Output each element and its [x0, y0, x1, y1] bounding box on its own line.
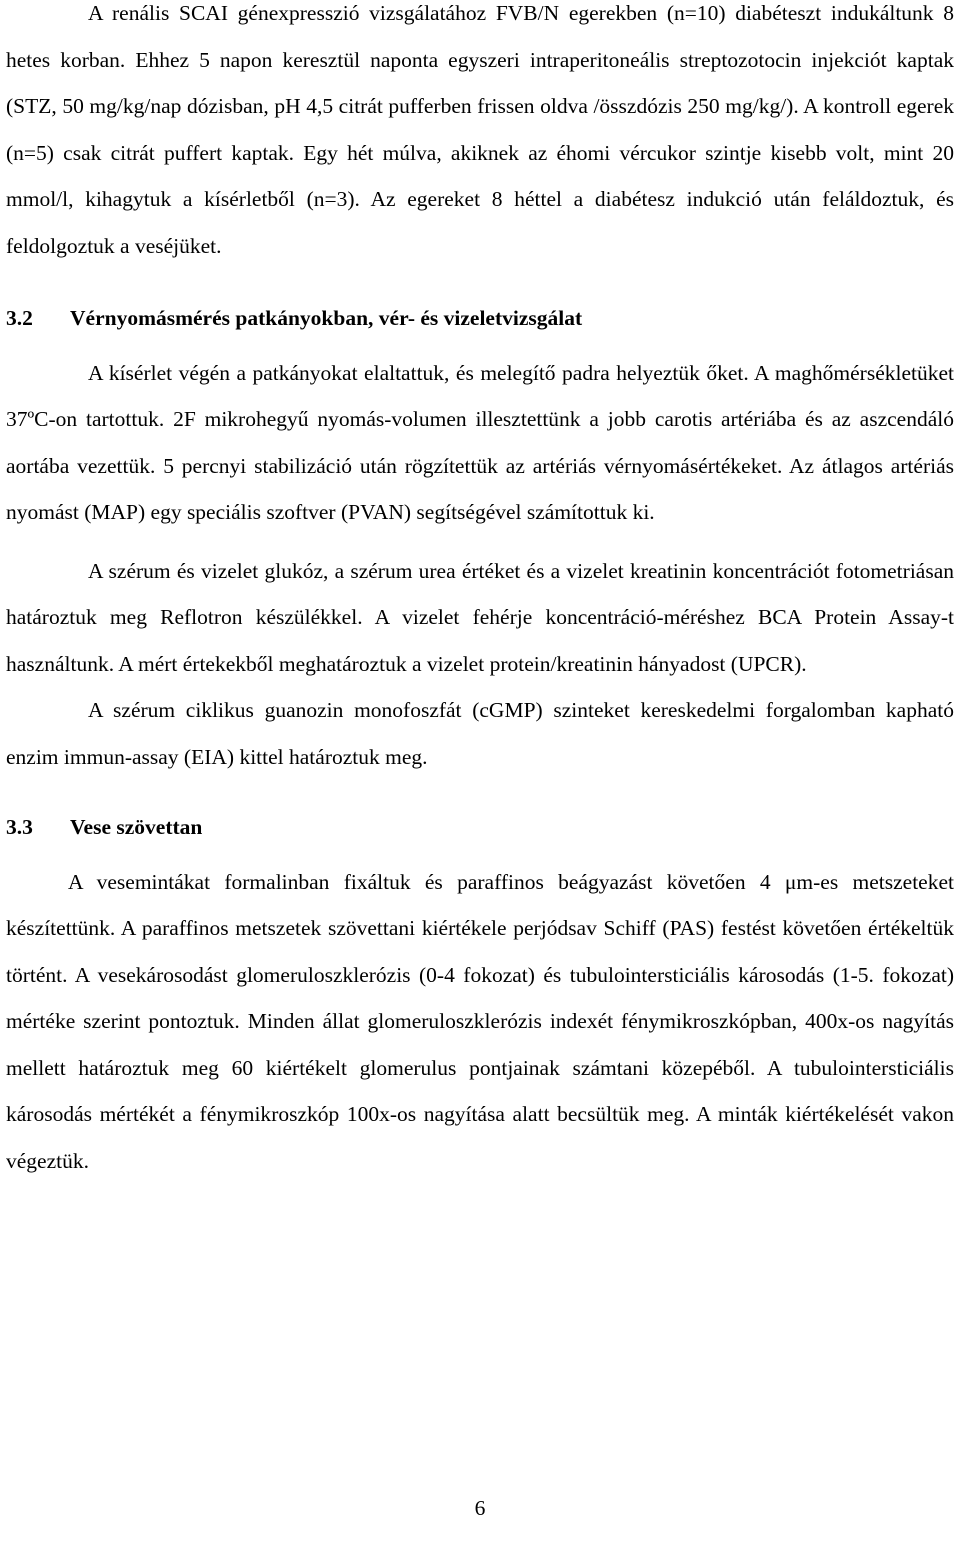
section-title: Vérnyomásmérés patkányokban, vér- és vizeletvizsgálat: [70, 306, 583, 330]
section-3-2-paragraph-1: A kísérlet végén a patkányokat elaltattuk, és melegítő padra helyeztük őket. A maghőmérsékletüket 37ºC-on tartottuk. 2F mikrohegyű nyomás-volumen illesztettünk a jobb carotis artériába és az aszcendáló aortába vezettük. 5 percnyi stabilizáció után rögzítettük az artériás vérnyomásértékeket. Az átlagos artériás nyomást (MAP) egy speciális szoftver (PVAN) segítségével számítottuk ki.: [6, 360, 954, 524]
page-number: 6: [474, 1496, 486, 1520]
section-3-2-paragraph-3: A szérum ciklikus guanozin monofoszfát (cGMP) szinteket kereskedelmi forgalomban kapható enzim immun-assay (EIA) kittel határoztuk meg.: [6, 698, 954, 769]
section-heading-3-2: [6, 295, 954, 342]
section-3-2-paragraph-2: A szérum és vizelet glukóz, a szérum urea értéket és a vizelet kreatinin koncentrációt fotometriásan határoztuk meg Reflotron készülékkel. A vizelet fehérje koncentráció-méréshez BCA Protein Assay-t használtunk. A mért értekekből meghatároztuk a vizelet protein/kreatinin hányadost (UPCR).: [6, 558, 954, 676]
section-number: 3.3: [6, 815, 33, 839]
section-3-3-paragraph-1: A vesemintákat formalinban fixáltuk és paraffinos beágyazást követően 4 μm-es metszeteket készítettünk. A paraffinos metszetek szövettani kiértékele perjódsav Schiff (PAS) festést követően értékeltük történt. A vesekárosodást glomeruloszklerózis (0-4 fokozat) és tubulointersticiális károsodás (1-5. fokozat) mértéke szerint pontoztuk. Minden állat glomeruloszklerózis indexét fénymikroszkópban, 400x-os nagyítás mellett határoztuk meg 60 kiértékelt glomerulus pontjainak számtani közepéből. A tubulointersticiális károsodás mértékét a fénymikroszkóp 100x-os nagyítása alatt becsültük meg. A minták kiértékelését vakon végeztük.: [6, 869, 954, 1173]
section-title: Vese szövettan: [70, 815, 203, 839]
document-page: [6, 0, 954, 1184]
section-heading-3-3: [6, 804, 954, 851]
intro-paragraph: A renális SCAI génexpresszió vizsgálatához FVB/N egerekben (n=10) diabéteszt indukáltunk 8 hetes korban. Ehhez 5 napon keresztül naponta egyszeri intraperitoneális streptozotocin injekciót kaptak (STZ, 50 mg/kg/nap dózisban, pH 4,5 citrát pufferben frissen oldva /összdózis 250 mg/kg/). A kontroll egerek (n=5) csak citrát puffert kaptak. Egy hét múlva, akiknek az éhomi vércukor szintje kisebb volt, mint 20 mmol/l, kihagytuk a kísérletből (n=3). Az egereket 8 héttel a diabétesz indukció után feláldoztuk, és feldolgoztuk a veséjüket.: [6, 1, 954, 258]
section-number: 3.2: [6, 306, 33, 330]
